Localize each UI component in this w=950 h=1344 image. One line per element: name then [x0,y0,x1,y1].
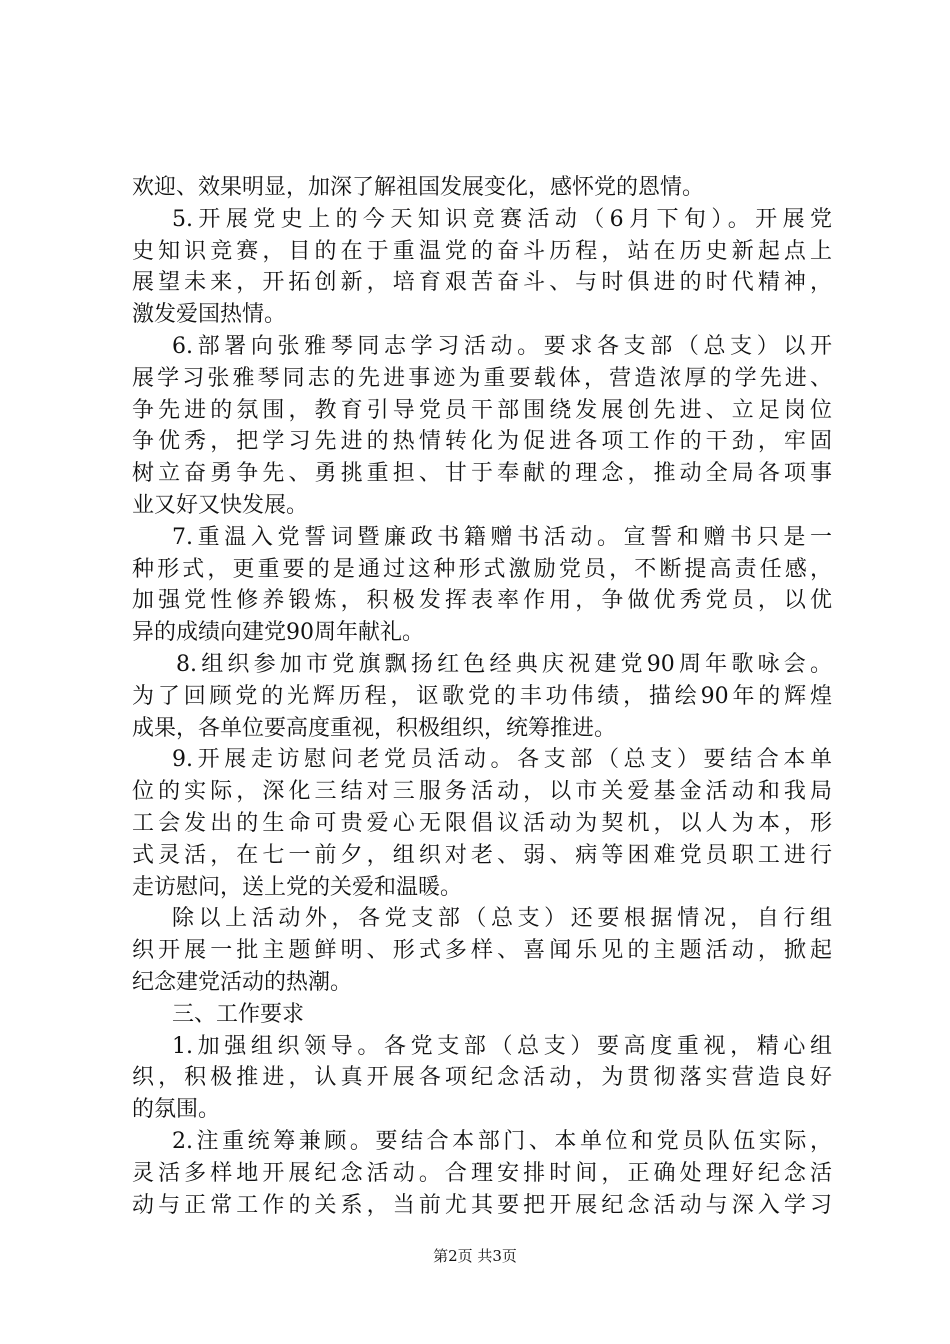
document-body [132,172,832,1221]
text-line: 纪念建党活动的热潮。 [132,969,353,995]
text-line: 织，积极推进，认真开展各项纪念活动，为贯彻落实营造良好 [132,1065,832,1091]
text-line: 加强党性修养锻炼，积极发挥表率作用，争做优秀党员，以优 [132,588,832,614]
text-line: 的氛围。 [132,1097,221,1123]
text-line: 欢迎、效果明显，加深了解祖国发展变化，感怀党的恩情。 [132,175,705,200]
text-line: 成果，各单位要高度重视，积极组织，统筹推进。 [132,715,617,741]
text-line: 2.注重统筹兼顾。要结合本部门、本单位和党员队伍实际， [172,1128,832,1154]
text-line: 除以上活动外，各党支部（总支）还要根据情况，自行组 [172,906,832,932]
text-line: 动与正常工作的关系，当前尤其要把开展纪念活动与深入学习 [132,1192,832,1218]
section-heading: 三、工作要求 [172,1001,305,1027]
text-line: 工会发出的生命可贵爱心无限倡议活动为契机，以人为本，形 [132,810,832,836]
text-line: 7.重温入党誓词暨廉政书籍赠书活动。宣誓和赠书只是一 [172,524,832,550]
page-number-footer: 第2页 共3页 [433,1247,517,1265]
text-line: 史知识竞赛，目的在于重温党的奋斗历程，站在历史新起点上 [132,238,832,264]
text-line: 走访慰问，送上党的关爱和温暖。 [132,874,463,900]
text-line: 激发爱国热情。 [132,302,287,328]
text-line: 展望未来，开拓创新，培育艰苦奋斗、与时俱进的时代精神， [132,270,832,296]
text-line: 业又好又快发展。 [132,492,309,518]
text-line: 争优秀，把学习先进的热情转化为促进各项工作的干劲，牢固 [132,429,832,455]
text-line: 展学习张雅琴同志的先进事迹为重要载体，营造浓厚的学先进、 [132,365,832,391]
text-line: 式灵活，在七一前夕，组织对老、弱、病等困难党员职工进行 [132,842,832,868]
text-line: 5.开展党史上的今天知识竞赛活动（6月下旬）。开展党 [172,206,832,232]
text-line: 为了回顾党的光辉历程，讴歌党的丰功伟绩，描绘90年的辉煌 [132,683,832,709]
text-line: 织开展一批主题鲜明、形式多样、喜闻乐见的主题活动，掀起 [132,938,832,964]
text-line: 树立奋勇争先、勇挑重担、甘于奉献的理念，推动全局各项事 [132,461,832,487]
text-line: 异的成绩向建党90周年献礼。 [132,620,424,646]
text-line: 1.加强组织领导。各党支部（总支）要高度重视，精心组 [172,1033,832,1059]
text-line: 争先进的氛围，教育引导党员干部围绕发展创先进、立足岗位 [132,397,832,423]
text-line: 位的实际，深化三结对三服务活动，以市关爱基金活动和我局 [132,779,832,805]
text-line: 灵活多样地开展纪念活动。合理安排时间，正确处理好纪念活 [132,1160,832,1186]
text-line: 8.组织参加市党旗飘扬红色经典庆祝建党90周年歌咏会。 [176,651,832,677]
text-line: 9.开展走访慰问老党员活动。各支部（总支）要结合本单 [172,747,832,773]
text-line: 6.部署向张雅琴同志学习活动。要求各支部（总支）以开 [172,333,832,359]
text-line: 种形式，更重要的是通过这种形式激励党员，不断提高责任感， [132,556,832,582]
